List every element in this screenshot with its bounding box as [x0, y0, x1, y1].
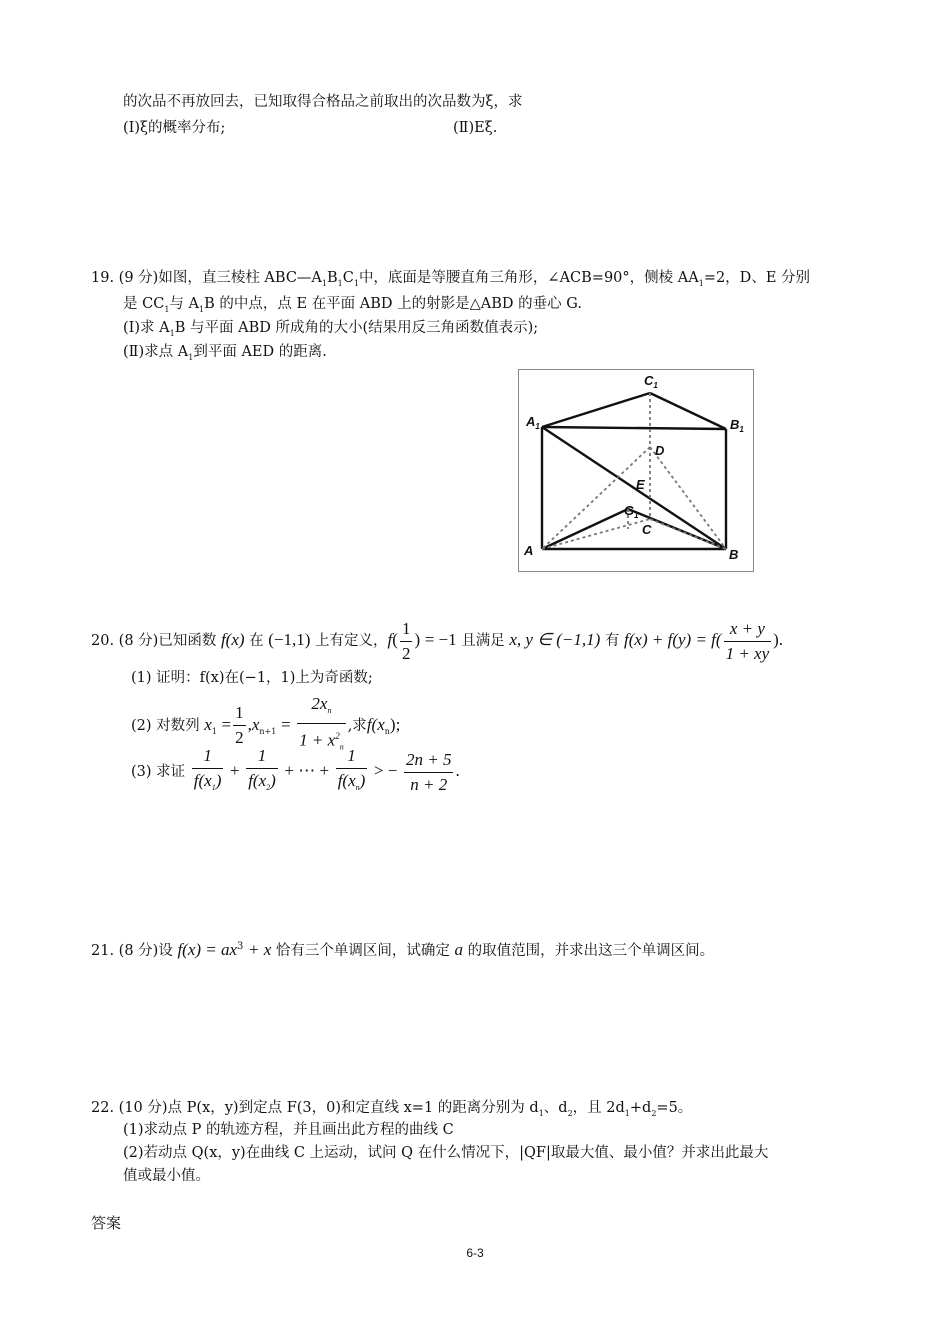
q22-part-2-cont: 值或最小值。 — [123, 1168, 210, 1184]
q19-line-1: 19. (9 分)如图，直三棱柱 $ABC—A_1B_1C_1$中，底面是等腰直角三角形，∠ACB=90°，侧棱 $AA_1=2$，D、E 分别 — [91, 270, 811, 288]
q18-part-1: (Ⅰ)ξ的概率分布; — [123, 120, 226, 136]
q20-part-2: (2) 对数列 $x_1$ = $\frac{1}{2}$ $,x_{n+1}$ = $\frac{2x_n}{1 + x^2_n}$ ,求$f(x_n)$; — [131, 694, 401, 752]
page-number: 6-3 — [466, 1246, 484, 1260]
q22-part-2: (2)若动点 Q(x，y)在曲线 C 上运动，试问 Q 在什么情况下，|QF|取最大值、最小值？并求出此最大 — [123, 1145, 769, 1161]
q19-line-2: 是 $CC_1$与 $A_1B$ 的中点，点 E 在平面 ABD 上的射影是△ABD 的垂心 G. — [123, 296, 582, 314]
q19-part-1: (Ⅰ)求 $A_1B$ 与平面 ABD 所成角的大小(结果用反三角函数值表示); — [123, 320, 539, 338]
q22-part-1: (1)求动点 P 的轨迹方程，并且画出此方程的曲线 C — [123, 1122, 454, 1138]
label-d: D — [655, 443, 665, 458]
q21-line: 21. (8 分)设 $f(x) = ax^3 + x$ 恰有三个单调区间，试确定 a 的取值范围，并求出这三个单调区间。 — [91, 939, 715, 959]
q20-part-1: (1) 证明：f(x)在(−1，1)上为奇函数; — [131, 670, 373, 686]
q22-line-1: 22. (10 分)点 P(x，y)到定点 F(3，0)和定直线 x=1 的距离分别为 $d_1$、$d_2$，且 $2d_1+d_2=5$。 — [91, 1100, 693, 1118]
q20-line-1: 20. (8 分)已知函数 f(x) 在 (−1,1) 上有定义，f( $\frac{1}{2}$ ) = −1 且满足 x, y ∈ (−1,1) 有 f(x) + f(y) = f( $\frac{x + y}{1 + xy}$ ). — [91, 618, 784, 663]
q20-part-3: (3) 求证 $\frac{1}{f(x_1)}$ + $\frac{1}{f(x_2)}$ + ⋯ + $\frac{1}{f(x_n)}$ > − $\frac{2n + 5}{n + 2}$ . — [131, 746, 460, 794]
q18-part-2: (Ⅱ)Eξ. — [453, 120, 498, 136]
label-c: C — [642, 522, 652, 537]
q19-part-2: (Ⅱ)求点 $A_1$到平面 AED 的距离. — [123, 344, 327, 362]
answer-heading: 答案 — [91, 1214, 122, 1232]
label-g: $G_1$ — [624, 503, 639, 520]
prism-figure — [518, 369, 754, 572]
label-b1: $B_1$ — [730, 417, 744, 434]
label-e: E — [636, 477, 645, 492]
label-c1: $C_1$ — [644, 373, 658, 390]
label-b: B — [729, 547, 739, 562]
label-a: A — [524, 543, 534, 558]
q18-line: 的次品不再放回去，已知取得合格品之前取出的次品数为ξ，求 — [123, 94, 523, 110]
label-a1: $A_1$ — [526, 414, 540, 431]
